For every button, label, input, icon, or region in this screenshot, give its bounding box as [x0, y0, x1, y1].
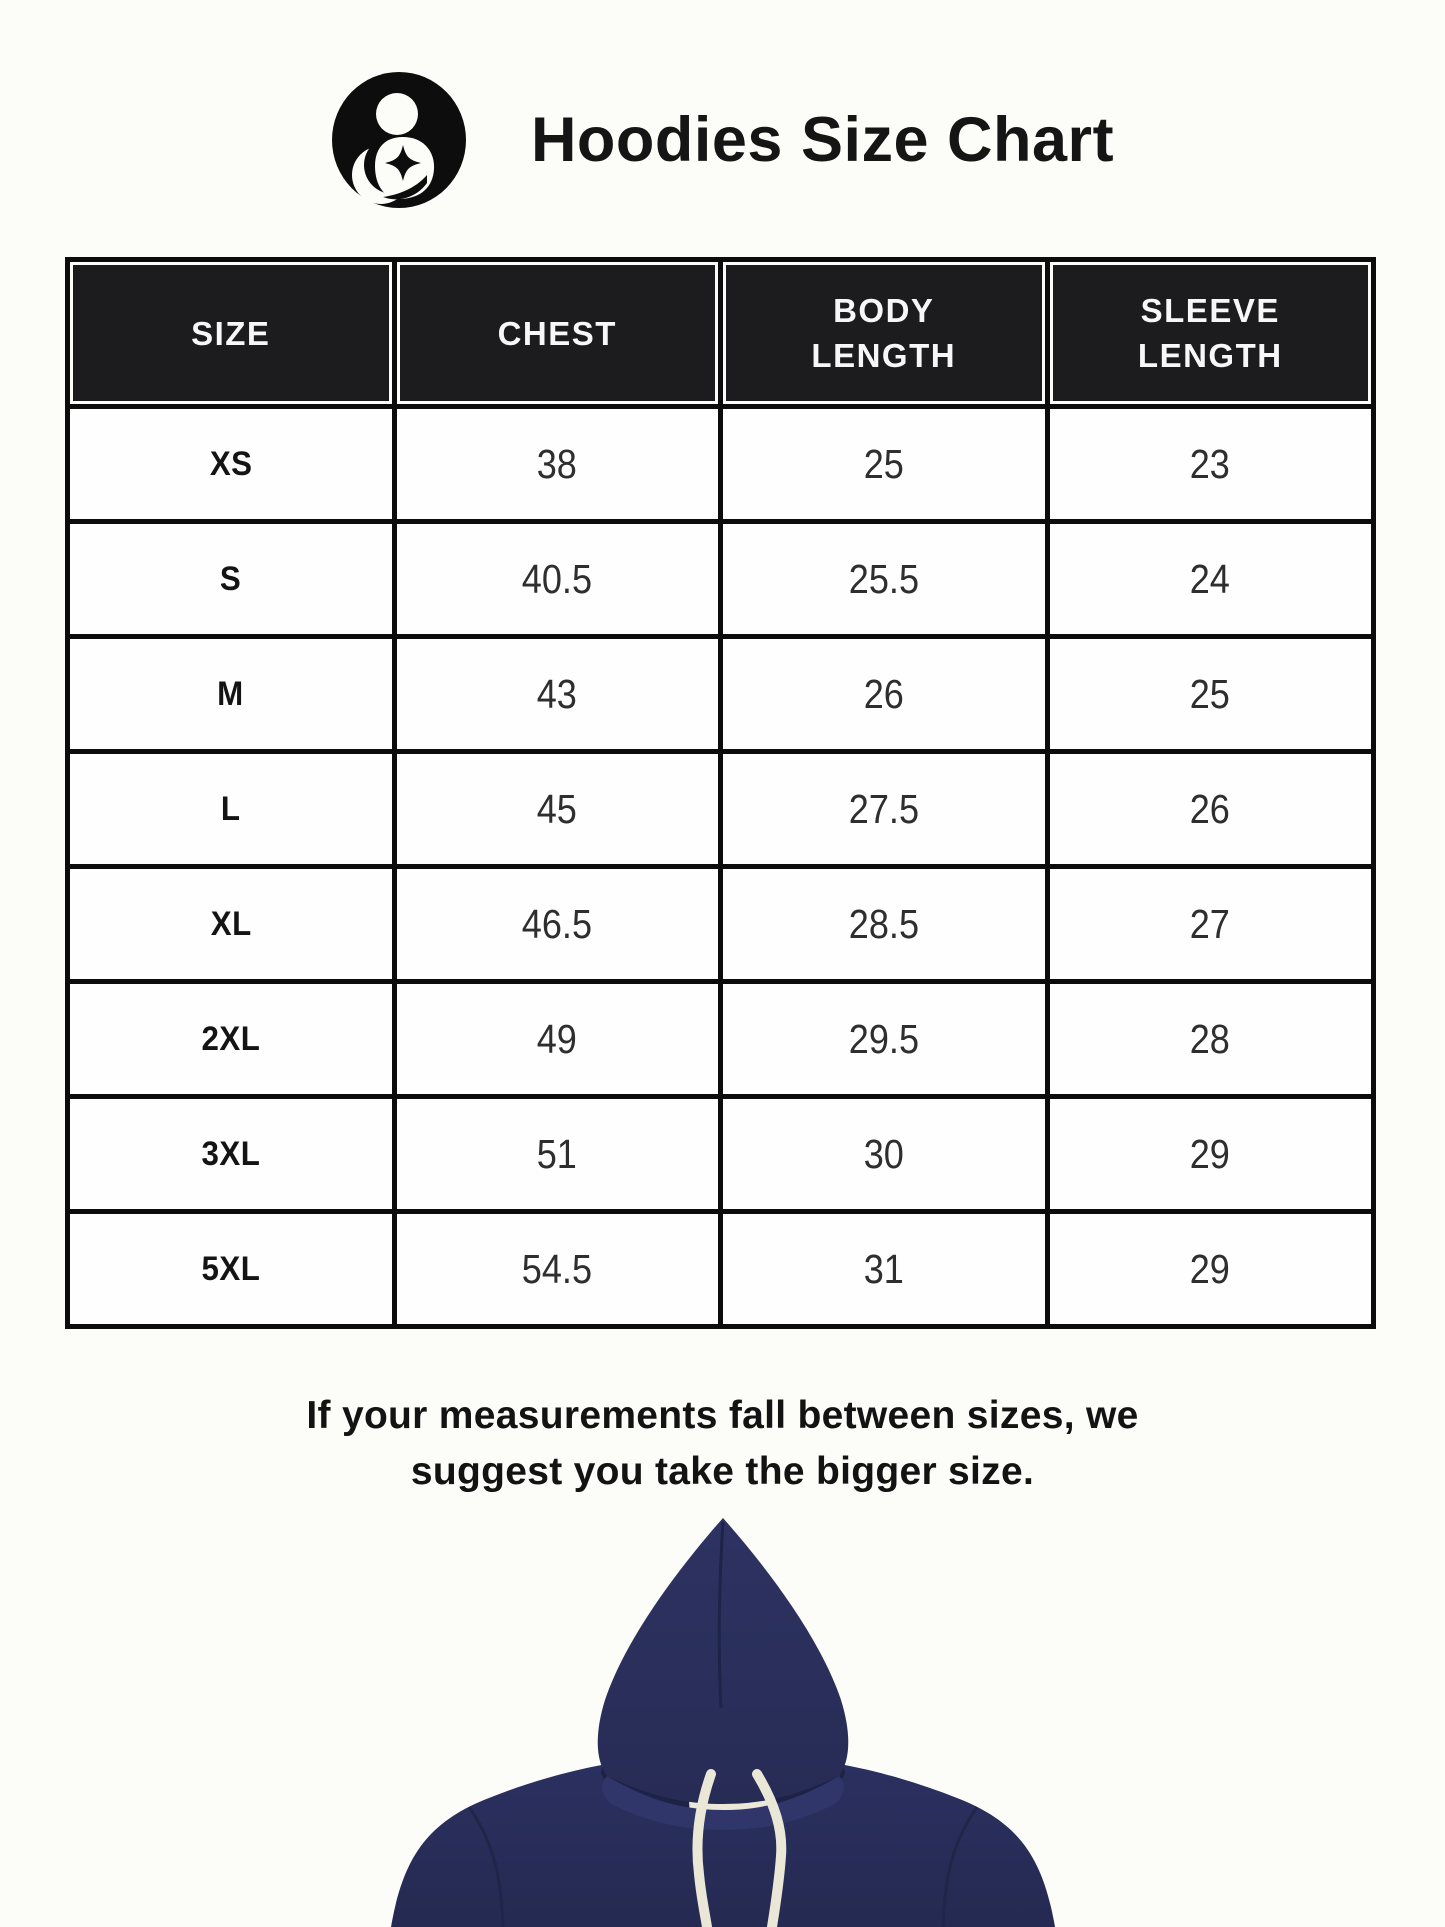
table-row-5xl	[68, 1212, 1374, 1327]
brand-header	[0, 70, 1445, 210]
column-header-chest: CHEST	[394, 260, 721, 407]
chest-value: 49	[394, 982, 721, 1097]
chest-value: 40.5	[394, 522, 721, 637]
table-row-xl	[68, 867, 1374, 982]
sizing-note-line1: If your measurements fall between sizes, we	[306, 1394, 1139, 1437]
sizing-note-line2: suggest you take the bigger size.	[410, 1450, 1035, 1493]
column-header-size: SIZE	[68, 260, 395, 407]
table-row-xs	[68, 407, 1374, 522]
column-header-body-length: BODY LENGTH	[721, 260, 1048, 407]
sleeve-length-value: 23	[1047, 407, 1374, 522]
size-label: XS	[68, 407, 395, 522]
body-length-value: 29.5	[721, 982, 1048, 1097]
sleeve-length-value: 29	[1047, 1212, 1374, 1327]
size-label: 3XL	[68, 1097, 395, 1212]
sleeve-length-value: 29	[1047, 1097, 1374, 1212]
column-header-sleeve-length: SLEEVE LENGTH	[1047, 260, 1374, 407]
sleeve-length-value: 24	[1047, 522, 1374, 637]
size-chart-table	[65, 257, 1376, 1329]
body-length-value: 30	[721, 1097, 1048, 1212]
body-length-value: 25	[721, 407, 1048, 522]
size-label: 5XL	[68, 1212, 395, 1327]
table-row-m	[68, 637, 1374, 752]
chest-value: 38	[394, 407, 721, 522]
page-title: Hoodies Size Chart	[530, 105, 1115, 175]
size-label: 2XL	[68, 982, 395, 1097]
body-length-value: 26	[721, 637, 1048, 752]
sleeve-length-value: 25	[1047, 637, 1374, 752]
table-row-s	[68, 522, 1374, 637]
sleeve-length-value: 28	[1047, 982, 1374, 1097]
body-length-value: 25.5	[721, 522, 1048, 637]
sizing-note	[0, 1388, 1445, 1500]
table-row-l	[68, 752, 1374, 867]
hoodie-photo	[355, 1512, 1091, 1927]
sleeve-length-value: 26	[1047, 752, 1374, 867]
chest-value: 46.5	[394, 867, 721, 982]
size-label: XL	[68, 867, 395, 982]
navy-hoodie-illustration	[355, 1512, 1091, 1927]
size-label: L	[68, 752, 395, 867]
sleeve-length-value: 27	[1047, 867, 1374, 982]
chest-value: 51	[394, 1097, 721, 1212]
body-length-value: 27.5	[721, 752, 1048, 867]
size-label: M	[68, 637, 395, 752]
size-label: S	[68, 522, 395, 637]
header-row	[68, 260, 1374, 407]
size-chart-table-container	[65, 257, 1376, 1329]
chest-value: 45	[394, 752, 721, 867]
chest-value: 54.5	[394, 1212, 721, 1327]
table-row-2xl	[68, 982, 1374, 1097]
body-length-value: 28.5	[721, 867, 1048, 982]
mother-and-child-logo-icon	[331, 71, 467, 209]
table-row-3xl	[68, 1097, 1374, 1212]
chest-value: 43	[394, 637, 721, 752]
body-length-value: 31	[721, 1212, 1048, 1327]
